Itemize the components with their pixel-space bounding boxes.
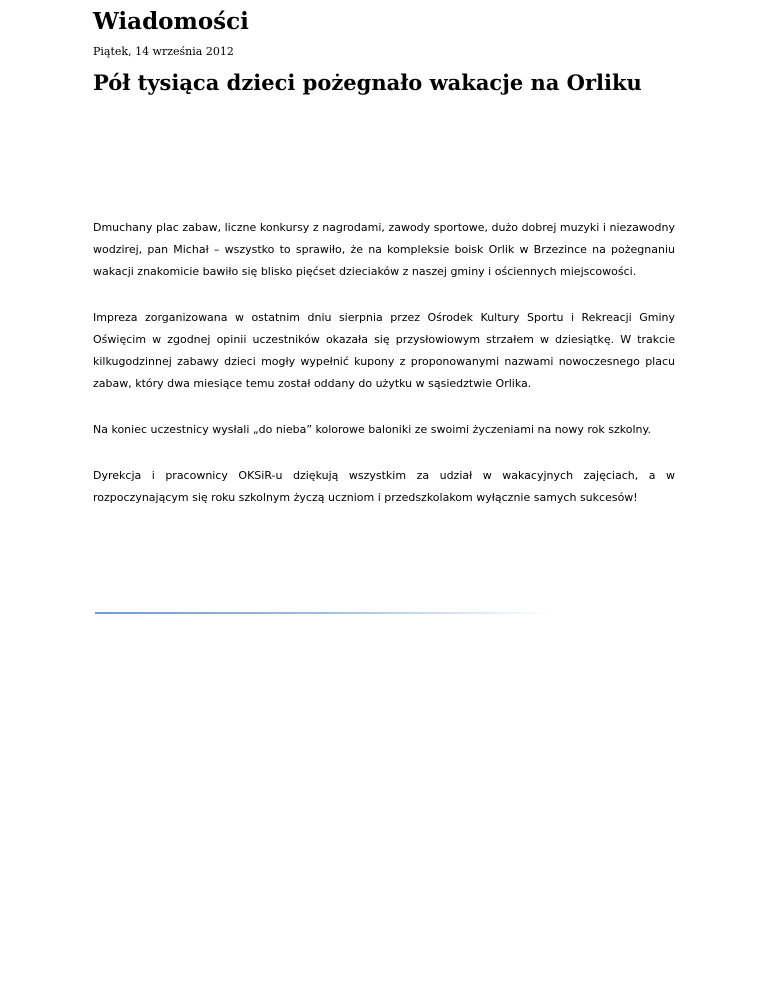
article-paragraph: Na koniec uczestnicy wysłali „do nieba” kolorowe baloniki ze swoimi życzeniami na nowy rok szkolny.	[93, 423, 651, 436]
article-paragraph: Impreza zorganizowana w ostatnim dniu sierpnia przez Ośrodek Kultury Sportu i Rekreacji Gminy Oświęcim w zgodnej opinii uczestników okazała się przysłowiowym strzałem w dziesiątkę. W trakcie kilkugodzinnej zabawy dzieci mogły wypełnić kupony z proponowanymi nazwami nowoczesnego placu zabaw, który dwa miesiące temu został oddany do użytku w sąsiedztwie Orlika.	[93, 311, 675, 390]
publish-date: Piątek, 14 września 2012	[93, 45, 234, 58]
section-title: Wiadomości	[93, 8, 249, 35]
article-paragraph: Dyrekcja i pracownicy OKSiR-u dziękują wszystkim za udział w wakacyjnych zajęciach, a w rozpoczynającym się roku szkolnym życzą uczniom i przedszkolakom wyłącznie samych sukcesów!	[93, 469, 675, 504]
article-title: Pół tysiąca dzieci pożegnało wakacje na Orliku	[93, 70, 642, 95]
article-paragraph: Dmuchany plac zabaw, liczne konkursy z nagrodami, zawody sportowe, dużo dobrej muzyki i niezawodny wodzirej, pan Michał – wszystko to sprawiło, że na kompleksie boisk Orlik w Brzezince na pożegnaniu wakacji znakomicie bawiło się blisko pięćset dzieciaków z naszej gminy i ościennych miejscowości.	[93, 221, 675, 278]
article-body	[93, 217, 675, 533]
horizontal-divider	[95, 612, 551, 614]
